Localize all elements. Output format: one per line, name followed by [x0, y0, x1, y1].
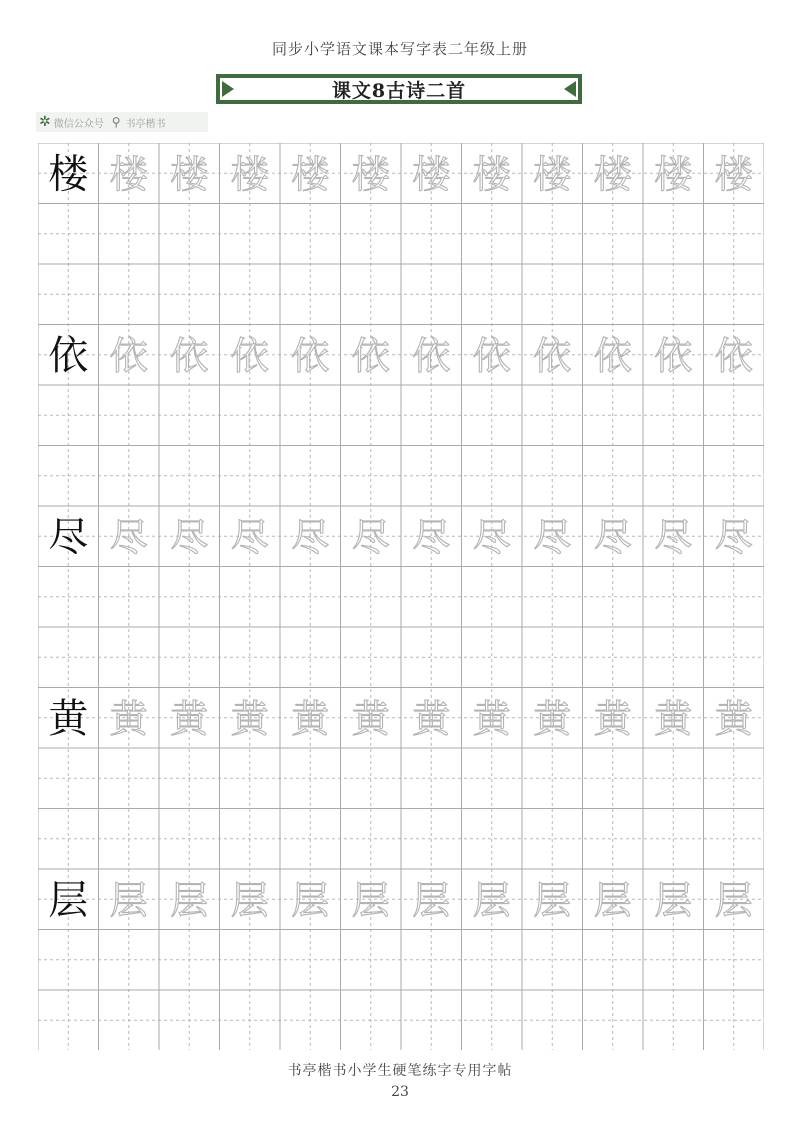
- trace-character: 尽: [351, 515, 390, 560]
- trace-character: 依: [230, 333, 269, 378]
- trace-character: 依: [714, 333, 753, 378]
- model-character: 依: [48, 332, 89, 379]
- trace-character: 楼: [230, 152, 269, 197]
- wechat-watermark: [36, 112, 208, 132]
- search-icon: ⚲: [111, 115, 121, 129]
- lesson-banner: [216, 74, 582, 104]
- trace-character: 黄: [714, 696, 753, 741]
- trace-character: 楼: [714, 152, 753, 197]
- model-character: 黄: [48, 695, 89, 742]
- trace-character: 楼: [170, 152, 209, 197]
- trace-character: 依: [351, 333, 390, 378]
- trace-character: 黄: [109, 696, 148, 741]
- footer-book-title: 书亭楷书小学生硬笔练字专用字帖: [287, 1063, 513, 1079]
- trace-character: 黄: [170, 696, 209, 741]
- trace-character: 黄: [351, 696, 390, 741]
- trace-character: 黄: [472, 696, 511, 741]
- trace-character: 楼: [654, 152, 693, 197]
- trace-character: 尽: [230, 515, 269, 560]
- trace-character: 尽: [291, 515, 330, 560]
- trace-character: 层: [109, 878, 148, 923]
- trace-character: 黄: [533, 696, 572, 741]
- trace-character: 层: [654, 878, 693, 923]
- trace-character: 黄: [412, 696, 451, 741]
- trace-character: 层: [472, 878, 511, 923]
- trace-character: 楼: [412, 152, 451, 197]
- trace-character: 楼: [472, 152, 511, 197]
- trace-character: 尽: [412, 515, 451, 560]
- trace-character: 依: [593, 333, 632, 378]
- right-arrow-icon: [564, 81, 576, 97]
- practice-grid: [38, 143, 764, 1050]
- trace-character: 依: [533, 333, 572, 378]
- trace-character: 黄: [593, 696, 632, 741]
- trace-character: 尽: [593, 515, 632, 560]
- page-number: 23: [391, 1084, 409, 1100]
- trace-character: 尽: [714, 515, 753, 560]
- wechat-star-icon: ✲: [39, 114, 51, 130]
- trace-character: 层: [593, 878, 632, 923]
- trace-character: 尽: [654, 515, 693, 560]
- trace-character: 尽: [533, 515, 572, 560]
- trace-character: 依: [170, 333, 209, 378]
- trace-character: 层: [714, 878, 753, 923]
- trace-character: 黄: [230, 696, 269, 741]
- trace-character: 依: [291, 333, 330, 378]
- trace-character: 楼: [593, 152, 632, 197]
- trace-character: 层: [412, 878, 451, 923]
- trace-character: 依: [412, 333, 451, 378]
- wechat-platform-label: 微信公众号: [53, 118, 104, 130]
- trace-character: 尽: [472, 515, 511, 560]
- trace-character: 尽: [170, 515, 209, 560]
- trace-character: 黄: [291, 696, 330, 741]
- model-character: 层: [48, 877, 89, 924]
- page-subtitle: 同步小学语文课本写字表二年级上册: [271, 40, 528, 58]
- trace-character: 楼: [533, 152, 572, 197]
- trace-character: 层: [533, 878, 572, 923]
- trace-character: 依: [109, 333, 148, 378]
- trace-character: 楼: [109, 152, 148, 197]
- model-character: 尽: [48, 514, 89, 561]
- trace-character: 依: [472, 333, 511, 378]
- trace-character: 层: [291, 878, 330, 923]
- trace-character: 层: [230, 878, 269, 923]
- lesson-title: 课文8古诗二首: [331, 79, 467, 102]
- trace-character: 楼: [291, 152, 330, 197]
- model-character: 楼: [48, 151, 89, 198]
- trace-character: 尽: [109, 515, 148, 560]
- trace-character: 黄: [654, 696, 693, 741]
- trace-character: 楼: [351, 152, 390, 197]
- lesson-banner-frame: [219, 77, 579, 101]
- trace-character: 依: [654, 333, 693, 378]
- trace-character: 层: [170, 878, 209, 923]
- wechat-account-label: 书亭楷书: [125, 118, 166, 130]
- trace-character: 层: [351, 878, 390, 923]
